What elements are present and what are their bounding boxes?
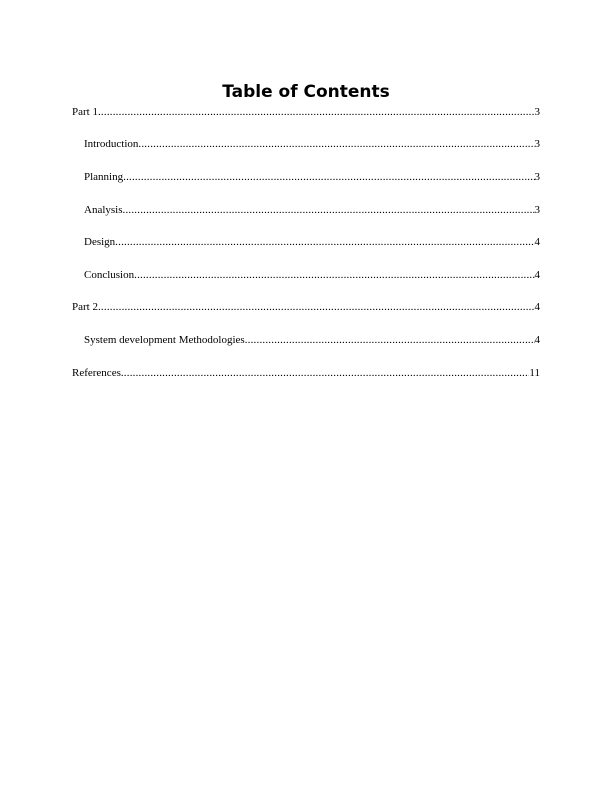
toc-page-number: 4 [534, 236, 540, 248]
toc-entry-label: References [72, 367, 121, 379]
toc-page-number: 3 [534, 138, 540, 150]
toc-page-number: 4 [534, 269, 540, 281]
toc-dot-leader [123, 203, 535, 217]
toc-dot-leader [138, 137, 534, 151]
toc-dot-leader [98, 105, 535, 119]
toc-entry-system-development-methodologies[interactable] [84, 333, 540, 347]
toc-entry-analysis[interactable] [84, 203, 540, 217]
toc-dot-leader [98, 300, 535, 314]
toc-page-number: 4 [534, 301, 540, 313]
toc-entry-introduction[interactable] [84, 137, 540, 151]
toc-entry-label: System development Methodologies [84, 334, 245, 346]
toc-dot-leader [121, 366, 530, 380]
toc-entry-label: Conclusion [84, 269, 135, 281]
toc-title: Table of Contents [222, 82, 390, 102]
toc-dot-leader [245, 333, 535, 347]
toc-entry-label: Introduction [84, 138, 139, 150]
toc-entry-label: Planning [84, 171, 124, 183]
toc-dot-leader [134, 268, 534, 282]
toc-entry-label: Analysis [84, 204, 123, 216]
toc-page-number: 4 [534, 334, 540, 346]
toc-entry-references[interactable] [72, 366, 540, 380]
toc-entry-label: Part 1 [72, 106, 98, 118]
toc-page-number: 3 [534, 106, 540, 118]
toc-dot-leader [115, 235, 534, 249]
toc-page-number: 3 [534, 171, 540, 183]
toc-entry-design[interactable] [84, 235, 540, 249]
toc-entry-part-2[interactable] [72, 300, 540, 314]
toc-page-number: 11 [529, 367, 540, 379]
toc-entry-planning[interactable] [84, 170, 540, 184]
toc-entry-label: Part 2 [72, 301, 98, 313]
toc-entry-label: Design [84, 236, 116, 248]
toc-page-number: 3 [534, 204, 540, 216]
toc-entry-part-1[interactable] [72, 105, 540, 119]
toc-entry-conclusion[interactable] [84, 268, 540, 282]
toc-dot-leader [123, 170, 534, 184]
